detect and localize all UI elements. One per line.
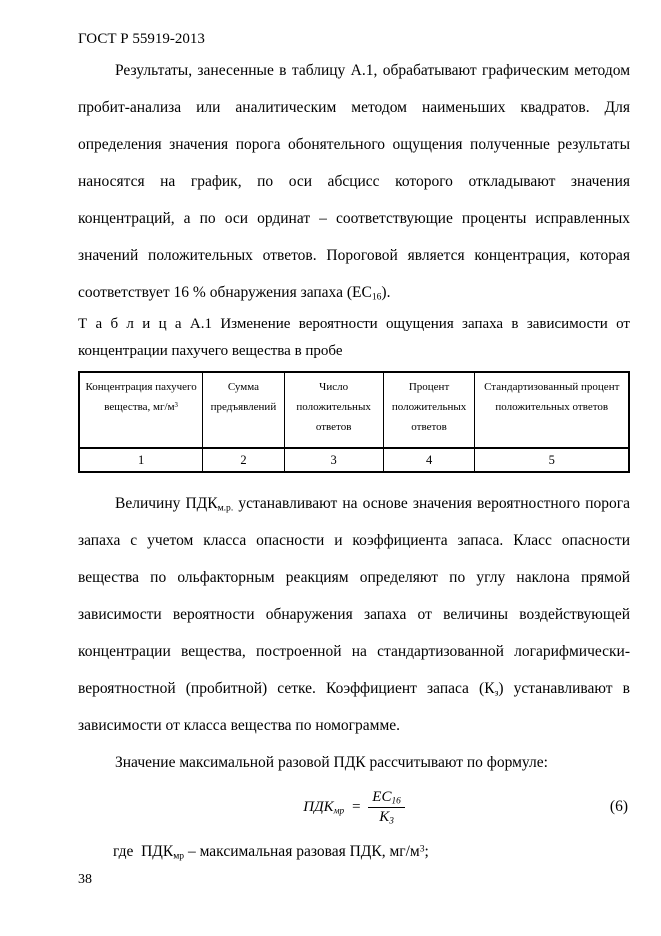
subscript-mr: м.р.: [217, 502, 234, 514]
paragraph-pdk-definition: [78, 485, 630, 744]
superscript-cubed: 3: [174, 401, 178, 409]
subscript-z: з: [494, 687, 499, 699]
table-header-row: [79, 372, 629, 448]
text-run: – максимальная разовая ПДК, мг/м: [184, 843, 420, 860]
formula-6: [78, 781, 630, 833]
table-caption: Т а б л и ц а А.1 Изменение вероятности ощущения запаха в зависимости от концентрации пахучего вещества в пробе: [78, 316, 630, 359]
superscript-cubed: 3: [419, 843, 425, 855]
gost-code: ГОСТ Р 55919-2013: [78, 31, 205, 47]
text-run: ;: [424, 843, 429, 860]
numerator-subscript: 16: [391, 795, 401, 806]
table-col-number-2: 2: [203, 448, 284, 472]
text-run: ) устанавливают в зависимости от класса вещества по номограмме.: [78, 680, 630, 734]
subscript-mr: мр: [173, 850, 185, 862]
denominator-text: К: [379, 808, 390, 825]
where-clause: [78, 833, 630, 870]
table-col-number-3: 3: [284, 448, 383, 472]
fraction-denominator: [368, 808, 404, 826]
table-col-number-1: 1: [79, 448, 203, 472]
page-number: 38: [78, 872, 92, 887]
text-run: устанавливают на основе значения вероятностного порога запаха с учетом класса опасности и коэффициента запаса. Класс опасности вещества по ольфакторным реакциям определяют по углу наклона прямой зависимости вероятности обнаружения запаха от величины воздействующей концентрации вещества, построенной на стандартизованной логарифмически-вероятностной (пробитной) сетке. Коэффициент запаса (К: [78, 495, 630, 697]
fraction-numerator: [368, 789, 404, 808]
paragraph-results-processing: [78, 52, 630, 311]
formula-expression: [303, 789, 405, 826]
text-run: где ПДК: [113, 843, 174, 860]
equation-number: (6): [609, 798, 628, 815]
subscript-ec16: 16: [371, 291, 382, 303]
table-col-number-4: 4: [383, 448, 475, 472]
text-run: ).: [381, 284, 391, 301]
equals-sign: =: [351, 798, 362, 815]
text-run: Величину ПДК: [115, 495, 218, 512]
table-header-standardized-percent: Стандартизованный процент положительных ответов: [475, 372, 629, 448]
table-header-positive-percent: Процент положительных ответов: [383, 372, 475, 448]
table-header-positive-count: Число положительных ответов: [284, 372, 383, 448]
table-header-presentations-sum: Сумма предъявлений: [203, 372, 284, 448]
numerator-text: ЕС: [372, 788, 392, 805]
table-col-number-5: 5: [475, 448, 629, 472]
document-page: [78, 30, 630, 870]
fraction: [368, 789, 404, 826]
formula-lhs-subscript: мр: [333, 805, 345, 816]
table-header-concentration: [79, 372, 203, 448]
formula-lhs-text: ПДК: [303, 798, 334, 815]
table-a1: [78, 371, 630, 473]
table-column-numbers-row: [79, 448, 629, 472]
denominator-subscript: 3: [389, 815, 394, 826]
header-text: Концентрация пахучего вещества, мг/м: [85, 381, 197, 413]
paragraph-formula-intro: Значение максимальной разовой ПДК рассчитывают по формуле:: [115, 754, 548, 771]
formula-lhs: [303, 799, 344, 816]
text-run: Результаты, занесенные в таблицу А.1, обрабатывают графическим методом пробит-анализа или аналитическим методом наименьших квадратов. Для определения значения порога обонятельного ощущения полученные результаты наносятся на график, по оси абсцисс которого откладывают значения концентраций, а по оси ординат – соответствующие проценты исправленных значений положительных ответов. Пороговой является концентрация, которая соответствует 16 % обнаружения запаха (ЕС: [78, 62, 630, 301]
